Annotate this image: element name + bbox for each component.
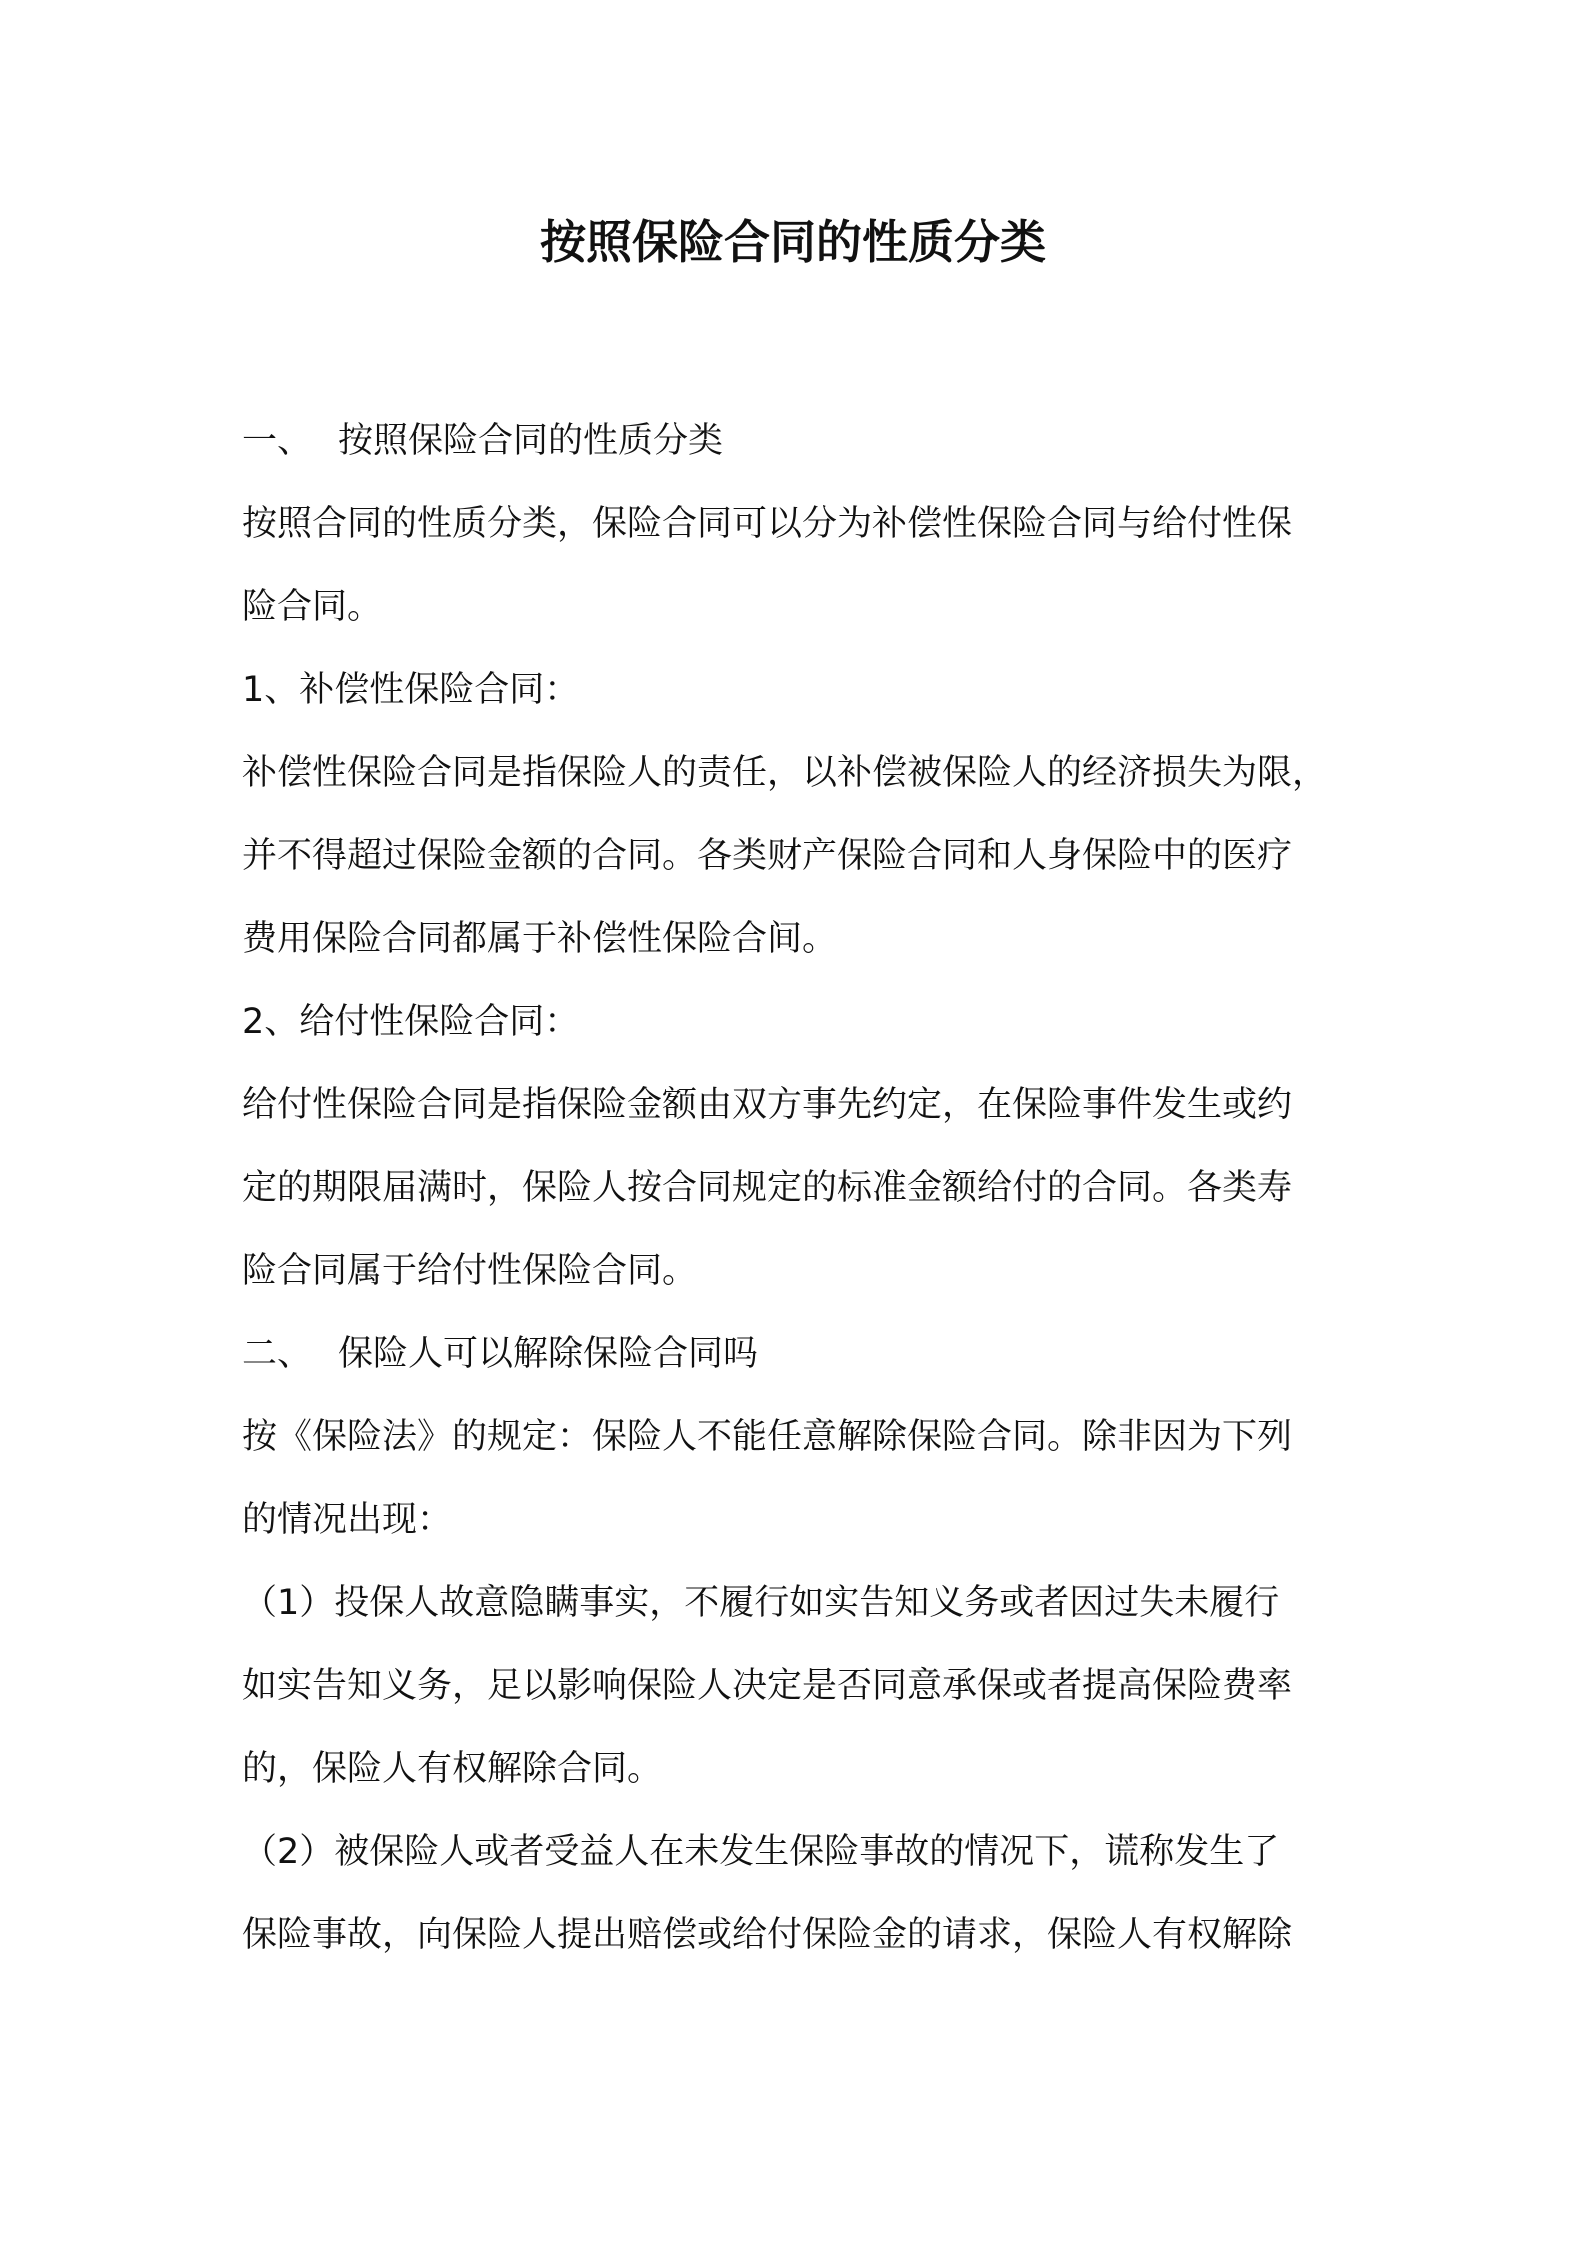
paragraph-line: 险合同。 — [242, 587, 383, 627]
section-heading-text: 保险人可以解除保险合同吗 — [338, 1334, 759, 1374]
list-item-line: 的，保险人有权解除合同。 — [242, 1749, 663, 1789]
subheading: 2、给付性保险合同： — [242, 1002, 580, 1042]
subheading: 1、补偿性保险合同： — [242, 670, 580, 710]
paragraph-line: 给付性保险合同是指保险金额由双方事先约定，在保险事件发生或约 — [242, 1085, 1293, 1125]
section-heading — [242, 1313, 1372, 1396]
paragraph-line: 费用保险合同都属于补偿性保险合间。 — [242, 919, 838, 959]
paragraph-line: 定的期限届满时，保险人按合同规定的标准金额给付的合同。各类寿 — [242, 1168, 1293, 1208]
section-heading — [242, 400, 1372, 483]
list-item-line: 如实告知义务，足以影响保险人决定是否同意承保或者提高保险费率 — [242, 1666, 1293, 1706]
section-number: 一、 — [242, 421, 313, 461]
list-item-line: 保险事故，向保险人提出赔偿或给付保险金的请求，保险人有权解除 — [242, 1915, 1293, 1955]
paragraph-line: 按《保险法》的规定：保险人不能任意解除保险合同。除非因为下列 — [242, 1417, 1293, 1457]
list-item-line: （1）投保人故意隐瞒事实，不履行如实告知义务或者因过失未履行 — [242, 1583, 1280, 1623]
section-heading-text: 按照保险合同的性质分类 — [338, 421, 724, 461]
section-number: 二、 — [242, 1334, 313, 1374]
list-item-line: （2）被保险人或者受益人在未发生保险事故的情况下，谎称发生了 — [242, 1832, 1280, 1872]
page-title: 按照保险合同的性质分类 — [540, 215, 1046, 269]
paragraph-line: 并不得超过保险金额的合同。各类财产保险合同和人身保险中的医疗 — [242, 836, 1293, 876]
paragraph-line: 险合同属于给付性保险合同。 — [242, 1251, 698, 1291]
paragraph-line: 的情况出现： — [242, 1500, 453, 1540]
paragraph-line: 补偿性保险合同是指保险人的责任，以补偿被保险人的经济损失为限， — [242, 753, 1328, 793]
paragraph-line: 按照合同的性质分类，保险合同可以分为补偿性保险合同与给付性保 — [242, 504, 1293, 544]
document-body — [242, 400, 1372, 1977]
